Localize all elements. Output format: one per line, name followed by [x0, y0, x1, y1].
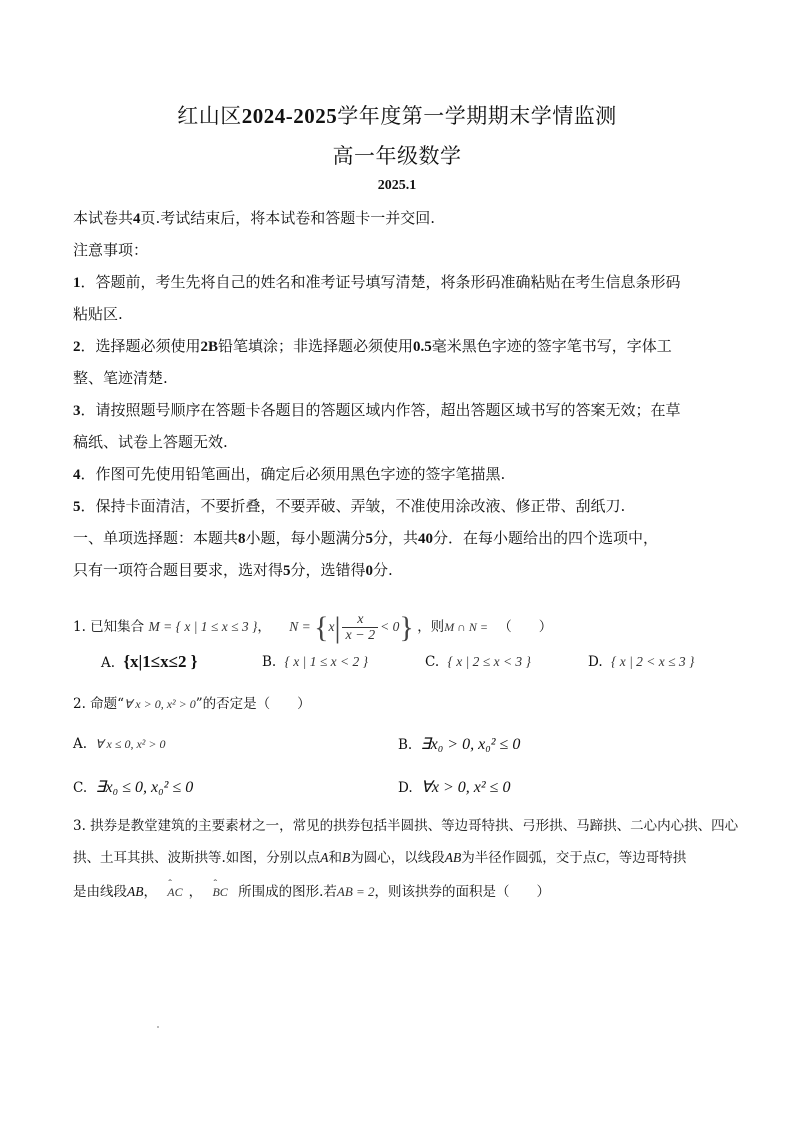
notice-text: ．选择题必须使用 — [80, 337, 201, 355]
section-text: 只有一项符合题目要求，选对得 — [73, 561, 284, 579]
option-label: A. — [101, 655, 116, 671]
divider-bar: | — [334, 610, 341, 644]
notice-item-5 — [73, 496, 723, 517]
proposition: ∀ x > 0, x² > 0 — [124, 697, 196, 711]
question-text: 是由线段 — [73, 884, 127, 900]
section-heading-cont — [73, 560, 723, 581]
q2-option-b[interactable] — [398, 734, 520, 754]
question-3-line1: 3. 拱券是教堂建筑的主要素材之一，常见的拱券包括半圆拱、等边哥特拱、弓形拱、马蹄拱、二心内心拱、四心 — [73, 818, 739, 834]
option-text: ∀ x ≤ 0, x² > 0 — [95, 737, 166, 751]
notice-text: ．保持卡面清洁，不要折叠，不要弄破、弄皱，不准使用涂改液、修正带、刮纸刀. — [80, 497, 626, 515]
option-text: { x | 2 ≤ x < 3 } — [447, 654, 531, 669]
option-text: {x|1≤x≤2 } — [123, 652, 198, 671]
question-text: 1. 已知集合 — [73, 619, 145, 635]
set-N-fraction — [342, 612, 378, 643]
question-text: 拱、土耳其拱、波斯拱等.如图，分别以点 — [73, 850, 321, 866]
question-2-stem — [73, 694, 723, 714]
notice-heading: 注意事项： — [73, 241, 149, 259]
notice-item-2-cont: 整、笔迹清楚. — [73, 369, 168, 387]
notice-item-1-cont: 粘贴区. — [73, 305, 123, 323]
intro-line — [73, 208, 723, 229]
set-N-lhs: N = — [289, 619, 311, 634]
notice-text: ．请按照题号顺序在答题卡各题目的答题区域内作答，超出答题区域书写的答案无效；在草 — [80, 401, 681, 419]
question-3-line3 — [73, 882, 723, 902]
notice-number: 2 — [73, 339, 81, 355]
answer-blank: （ ） — [498, 619, 553, 635]
pencil-grade: 2B — [200, 339, 219, 355]
set-N — [289, 610, 417, 644]
right-brace: } — [399, 610, 414, 644]
notice-number: 3 — [73, 403, 81, 419]
question-text: ”的否定是（ ） — [195, 696, 311, 712]
q1-option-c[interactable] — [425, 654, 531, 670]
condition-AB: AB = 2 — [336, 884, 375, 899]
q2-option-d[interactable] — [398, 777, 510, 797]
point-B: B — [342, 850, 351, 865]
page-count: 4 — [133, 211, 141, 227]
notice-text: 毫米黑色字迹的签字笔书写，字体工 — [431, 337, 672, 355]
notice-text: 铅笔填涂；非选择题必须使用 — [218, 337, 414, 355]
notice-item-1 — [73, 272, 723, 293]
section-text: 分. — [373, 561, 393, 579]
scan-speck — [157, 1026, 159, 1028]
set-N-var: x — [328, 619, 335, 634]
q1-option-d[interactable] — [588, 654, 694, 670]
q1-option-a[interactable] — [101, 652, 197, 672]
question-text: 为圆心，以线段 — [350, 850, 445, 866]
section-text: 分．在每小题给出的四个选项中， — [433, 529, 659, 547]
separator: ， — [143, 884, 157, 900]
exam-date: 2025.1 — [377, 178, 417, 193]
option-text: { x | 2 < x ≤ 3 } — [610, 654, 695, 669]
notice-item-2 — [73, 336, 723, 357]
section-text: 一、单项选择题：本题共 — [73, 529, 239, 547]
point-C: C — [596, 850, 606, 865]
q1-option-b[interactable] — [262, 654, 368, 670]
question-text: 和 — [328, 850, 343, 866]
option-label: C. — [73, 780, 88, 796]
question-3-line2 — [73, 848, 723, 868]
notice-item-4 — [73, 464, 723, 485]
section-text: 分，选错得 — [290, 561, 366, 579]
page-subtitle: 高一年级数学 — [332, 144, 462, 168]
pen-width: 0.5 — [413, 339, 432, 355]
title-suffix: 学年度第一学期期末学情监测 — [337, 104, 617, 128]
option-label: C. — [425, 654, 440, 670]
intro-text: 本试卷共 — [73, 209, 134, 227]
notice-item-3-cont: 稿纸、试卷上答题无效. — [73, 433, 228, 451]
points-correct: 5 — [283, 563, 291, 579]
question-text: ，则 — [417, 619, 445, 635]
section-text: 小题，每小题满分 — [245, 529, 366, 547]
question-text: 2. 命题“ — [73, 696, 125, 712]
option-label: D. — [588, 654, 603, 670]
point-A: A — [320, 850, 329, 865]
option-label: D. — [398, 780, 413, 796]
segment-AB: AB — [127, 884, 144, 899]
arc-AC: ˆ AC — [167, 882, 182, 902]
q2-option-a[interactable] — [73, 736, 166, 752]
intro-text: 页.考试结束后，将本试卷和答题卡一并交回. — [140, 209, 436, 227]
notice-text: ．答题前，考生先将自己的姓名和准考证号填写清楚，将条形码准确粘贴在考生信息条形码 — [80, 273, 681, 291]
set-N-rhs: < 0 — [380, 619, 400, 634]
question-text: ，等边哥特拱 — [605, 850, 687, 866]
question-count: 8 — [238, 531, 246, 547]
points-each: 5 — [365, 531, 374, 547]
segment-AB: AB — [444, 850, 462, 865]
question-text: 为半径作圆弧，交于点 — [461, 850, 597, 866]
separator: ， — [188, 884, 203, 900]
section-text: 分，共 — [373, 529, 419, 547]
option-text: ∀x > 0, x² ≤ 0 — [420, 779, 511, 796]
question-1-stem — [73, 612, 723, 643]
option-text: ∃x₀ > 0, x₀² ≤ 0 — [420, 736, 521, 753]
option-text: ∃x₀ ≤ 0, x₀² ≤ 0 — [95, 779, 194, 796]
option-label: B. — [262, 654, 277, 670]
notice-number: 4 — [73, 467, 81, 483]
title-years: 2024-2025 — [241, 104, 338, 128]
points-total: 40 — [418, 531, 434, 547]
fraction-numerator: x — [342, 612, 378, 628]
option-text: { x | 1 ≤ x < 2 } — [284, 654, 369, 669]
intersection-expr: M ∩ N = — [444, 620, 488, 634]
points-wrong: 0 — [365, 563, 374, 579]
option-label: A. — [73, 736, 88, 752]
notice-number: 5 — [73, 499, 81, 515]
page-title — [0, 100, 794, 130]
notice-number: 1 — [73, 275, 81, 291]
arc-BC: ˆ BC — [212, 882, 227, 902]
section-heading — [73, 528, 723, 549]
left-brace: { — [314, 610, 329, 644]
question-text: ，则该拱券的面积是（ ） — [374, 884, 551, 900]
notice-text: ．作图可先使用铅笔画出，确定后必须用黑色字迹的签字笔描黑. — [80, 465, 506, 483]
q2-option-c[interactable] — [73, 777, 193, 797]
separator: ， — [257, 619, 271, 635]
notice-item-3 — [73, 400, 723, 421]
set-M: M = { x | 1 ≤ x ≤ 3 } — [148, 619, 258, 634]
question-text: 所围成的图形.若 — [238, 884, 337, 900]
fraction-denominator: x − 2 — [345, 628, 376, 644]
title-prefix: 红山区 — [177, 104, 242, 128]
option-label: B. — [398, 737, 413, 753]
